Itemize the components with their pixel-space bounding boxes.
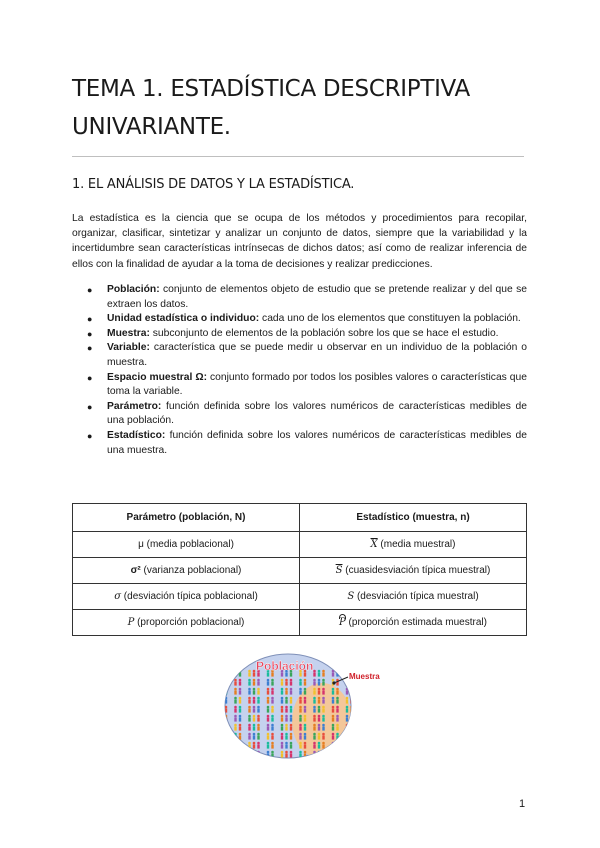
person-figure — [253, 751, 256, 758]
person-figure — [257, 733, 260, 740]
statistic-text: (cuasidesviación típica muestral) — [342, 565, 491, 576]
person-figure — [285, 751, 288, 758]
page-number: 1 — [519, 798, 526, 810]
person-figure — [285, 724, 288, 731]
definition-text: función definida sobre los valores numéricos de características medibles de una muestra. — [107, 429, 527, 456]
header-parameter: Parámetro (población, N) — [73, 504, 300, 532]
person-figure — [299, 715, 302, 722]
parameter-text: (media poblacional) — [143, 539, 234, 550]
table-cell — [73, 532, 300, 558]
parameters-table — [72, 503, 527, 636]
person-figure — [336, 724, 339, 731]
person-figure — [248, 751, 251, 758]
person-figure — [248, 697, 251, 704]
intro-paragraph: La estadística es la ciencia que se ocupa de los métodos y procedimientos para recopilar, organizar, clasificar, sintetizar y analizar un conjunto de datos, siempre que la variabilidad y la incertidumbre sean características intrínsecas de dichos datos; así como de realizar inferencia de ellos con la finalidad de ayudar a la toma de decisiones y realizar predicciones. — [72, 213, 527, 270]
person-figure — [290, 706, 293, 713]
table-cell — [300, 584, 527, 610]
person-figure — [299, 688, 302, 695]
person-figure — [248, 679, 251, 686]
person-figure — [350, 688, 353, 695]
person-figure — [267, 706, 270, 713]
definition-text: conjunto de elementos objeto de estudio que se pretende realizar y del que se extraen los datos. — [107, 284, 527, 310]
person-figure — [257, 706, 260, 713]
bullet-icon: ● — [87, 285, 93, 295]
person-figure — [253, 733, 256, 740]
header-statistic: Estadístico (muestra, n) — [300, 504, 527, 532]
person-figure — [322, 751, 325, 758]
sample-pointer-dot — [332, 681, 335, 684]
person-figure — [281, 688, 284, 695]
person-figure — [318, 742, 321, 749]
person-figure — [336, 697, 339, 704]
person-figure — [350, 751, 353, 758]
bullet-icon: ● — [87, 343, 93, 354]
person-figure — [290, 715, 293, 722]
table-cell — [73, 584, 300, 610]
definition-term: Muestra: — [107, 327, 150, 339]
person-figure — [285, 715, 288, 722]
population-sample-illustration — [222, 651, 392, 759]
person-figure — [225, 688, 228, 695]
person-figure — [271, 706, 274, 713]
definition-text: conjunto formado por todos los posibles valores o características que toma la variable. — [107, 371, 527, 398]
person-figure — [234, 724, 237, 731]
person-figure — [225, 742, 228, 749]
person-figure — [239, 697, 242, 704]
table-cell — [73, 558, 300, 584]
person-figure — [257, 742, 260, 749]
person-figure — [281, 733, 284, 740]
person-figure — [313, 742, 316, 749]
person-figure — [271, 688, 274, 695]
person-figure — [267, 733, 270, 740]
person-figure — [281, 679, 284, 686]
person-figure — [299, 733, 302, 740]
bullet-icon: ● — [87, 401, 93, 412]
parameter-text: (desviación típica poblacional) — [121, 591, 258, 602]
sample-label: Muestra — [349, 672, 380, 681]
definition-text: cada uno de los elementos que constituyen la población. — [259, 313, 521, 325]
person-figure — [257, 697, 260, 704]
person-figure — [271, 679, 274, 686]
person-figure — [285, 679, 288, 686]
parameter-symbol: σ — [114, 591, 122, 602]
person-figure — [253, 688, 256, 695]
parameter-symbol: P — [127, 617, 135, 628]
person-figure — [239, 688, 242, 695]
person-figure — [225, 733, 228, 740]
person-figure — [239, 751, 242, 758]
person-figure — [350, 733, 353, 740]
statistic-text: (desviación típica muestral) — [354, 591, 479, 602]
person-figure — [248, 733, 251, 740]
person-figure — [257, 715, 260, 722]
table-cell — [300, 558, 527, 584]
person-figure — [304, 742, 307, 749]
person-figure — [318, 679, 321, 686]
person-figure — [271, 742, 274, 749]
person-figure — [313, 724, 316, 731]
definition-text: función definida sobre los valores numéricos de características medibles de una población. — [107, 400, 527, 427]
person-figure — [248, 670, 251, 677]
parameter-symbol: σ² — [130, 565, 141, 576]
person-figure — [253, 742, 256, 749]
section-heading: 1. EL ANÁLISIS DE DATOS Y LA ESTADÍSTICA. — [72, 177, 355, 192]
statistic-symbol: $\overline{S}$ — [335, 565, 343, 576]
title-divider — [72, 156, 524, 157]
person-figure — [281, 742, 284, 749]
person-figure — [290, 742, 293, 749]
definition-term: Estadístico: — [107, 429, 166, 441]
person-figure — [336, 742, 339, 749]
person-figure — [253, 706, 256, 713]
person-figure — [234, 688, 237, 695]
person-figure — [225, 679, 228, 686]
person-figure — [336, 706, 339, 713]
person-figure — [234, 697, 237, 704]
population-label: Población — [256, 659, 314, 673]
person-figure — [322, 733, 325, 740]
person-figure — [332, 751, 335, 758]
person-figure — [322, 706, 325, 713]
table-header-row — [73, 504, 527, 532]
list-item — [72, 400, 527, 429]
person-figure — [239, 742, 242, 749]
list-item — [72, 341, 527, 370]
person-figure — [271, 697, 274, 704]
person-figure — [281, 724, 284, 731]
person-figure — [281, 697, 284, 704]
person-figure — [234, 715, 237, 722]
person-figure — [290, 688, 293, 695]
statistic-symbol: S — [347, 591, 355, 602]
person-figure — [332, 688, 335, 695]
definitions-list — [72, 283, 527, 458]
person-figure — [304, 706, 307, 713]
person-figure — [304, 688, 307, 695]
person-figure — [253, 724, 256, 731]
person-figure — [332, 697, 335, 704]
table-row — [73, 558, 527, 584]
person-figure — [318, 715, 321, 722]
person-figure — [290, 679, 293, 686]
statistic-symbol: P — [339, 617, 346, 628]
person-figure — [257, 679, 260, 686]
table-row — [73, 584, 527, 610]
table-cell — [300, 532, 527, 558]
person-figure — [234, 751, 237, 758]
person-figure — [332, 706, 335, 713]
person-figure — [322, 715, 325, 722]
person-figure — [271, 715, 274, 722]
definition-term: Unidad estadística o individuo: — [107, 313, 260, 325]
bullet-icon: ● — [87, 328, 93, 339]
list-item — [72, 312, 527, 327]
list-item — [72, 371, 527, 400]
person-figure — [322, 742, 325, 749]
person-figure — [239, 715, 242, 722]
table-cell — [300, 610, 527, 636]
person-figure — [299, 724, 302, 731]
person-figure — [248, 706, 251, 713]
person-figure — [253, 679, 256, 686]
person-figure — [239, 733, 242, 740]
person-figure — [322, 670, 325, 677]
person-figure — [267, 715, 270, 722]
page-title: TEMA 1. ESTADÍSTICA DESCRIPTIVA UNIVARIANTE. — [72, 76, 470, 140]
statistic-text: (proporción estimada muestral) — [345, 617, 487, 628]
person-figure — [257, 688, 260, 695]
statistic-symbol: $\overline{X}$ — [370, 539, 378, 550]
table-cell — [73, 610, 300, 636]
person-figure — [290, 697, 293, 704]
person-figure — [346, 733, 349, 740]
person-figure — [346, 751, 349, 758]
person-figure — [304, 697, 307, 704]
person-figure — [253, 715, 256, 722]
person-figure — [225, 751, 228, 758]
definition-term: Espacio muestral Ω: — [107, 371, 208, 383]
person-figure — [299, 679, 302, 686]
person-figure — [285, 733, 288, 740]
parameter-symbol: μ — [138, 539, 144, 550]
person-figure — [285, 742, 288, 749]
person-figure — [253, 670, 256, 677]
person-figure — [239, 724, 242, 731]
person-figure — [322, 697, 325, 704]
person-figure — [332, 670, 335, 677]
person-figure — [285, 688, 288, 695]
definition-text: subconjunto de elementos de la población sobre los que se hace el estudio. — [149, 327, 499, 339]
person-figure — [253, 697, 256, 704]
definition-term: Parámetro: — [107, 400, 162, 412]
list-item — [72, 429, 527, 458]
person-figure — [304, 715, 307, 722]
person-figure — [281, 706, 284, 713]
person-figure — [350, 724, 353, 731]
person-figure — [313, 697, 316, 704]
person-figure — [304, 679, 307, 686]
person-figure — [313, 679, 316, 686]
definition-term: Variable: — [107, 342, 150, 354]
person-figure — [346, 670, 349, 677]
person-figure — [281, 715, 284, 722]
table-row — [73, 532, 527, 558]
person-figure — [248, 715, 251, 722]
person-figure — [318, 697, 321, 704]
person-figure — [318, 688, 321, 695]
person-figure — [285, 706, 288, 713]
person-figure — [313, 706, 316, 713]
person-figure — [318, 670, 321, 677]
person-figure — [248, 724, 251, 731]
person-figure — [290, 733, 293, 740]
person-figure — [299, 751, 302, 758]
person-figure — [225, 670, 228, 677]
person-figure — [313, 670, 316, 677]
person-figure — [350, 742, 353, 749]
person-figure — [267, 679, 270, 686]
bullet-icon: ● — [87, 314, 93, 325]
person-figure — [225, 724, 228, 731]
bullet-icon: ● — [87, 372, 93, 383]
person-figure — [346, 715, 349, 722]
person-figure — [248, 688, 251, 695]
person-figure — [267, 724, 270, 731]
person-figure — [234, 742, 237, 749]
person-figure — [332, 733, 335, 740]
person-figure — [322, 679, 325, 686]
person-figure — [267, 742, 270, 749]
parameter-text: (proporción poblacional) — [134, 617, 245, 628]
person-figure — [350, 715, 353, 722]
person-figure — [318, 724, 321, 731]
bullet-icon: ● — [87, 430, 93, 441]
person-figure — [299, 706, 302, 713]
person-figure — [336, 751, 339, 758]
person-figure — [267, 751, 270, 758]
person-figure — [290, 724, 293, 731]
person-figure — [313, 688, 316, 695]
person-figure — [322, 688, 325, 695]
person-figure — [267, 697, 270, 704]
person-figure — [336, 715, 339, 722]
person-figure — [239, 706, 242, 713]
person-figure — [234, 706, 237, 713]
person-figure — [271, 724, 274, 731]
person-figure — [350, 706, 353, 713]
person-figure — [346, 742, 349, 749]
table-row — [73, 610, 527, 636]
definition-text: característica que se puede medir u observar en un individuo de la población o muestra. — [107, 342, 527, 368]
person-figure — [234, 679, 237, 686]
person-figure — [346, 706, 349, 713]
person-figure — [332, 724, 335, 731]
parameter-text: (varianza poblacional) — [140, 565, 242, 576]
definition-term: Población: — [107, 284, 160, 295]
person-figure — [318, 706, 321, 713]
person-figure — [322, 724, 325, 731]
person-figure — [313, 715, 316, 722]
list-item — [72, 327, 527, 342]
person-figure — [267, 688, 270, 695]
person-figure — [346, 697, 349, 704]
person-figure — [318, 733, 321, 740]
person-figure — [304, 733, 307, 740]
person-figure — [281, 751, 284, 758]
person-figure — [271, 733, 274, 740]
person-figure — [299, 697, 302, 704]
statistic-text: (media muestral) — [377, 539, 456, 550]
person-figure — [332, 715, 335, 722]
person-figure — [290, 751, 293, 758]
person-figure — [285, 697, 288, 704]
person-figure — [304, 724, 307, 731]
person-figure — [336, 688, 339, 695]
person-figure — [299, 742, 302, 749]
person-figure — [239, 679, 242, 686]
person-figure — [313, 733, 316, 740]
person-figure — [257, 724, 260, 731]
list-item — [72, 283, 527, 312]
